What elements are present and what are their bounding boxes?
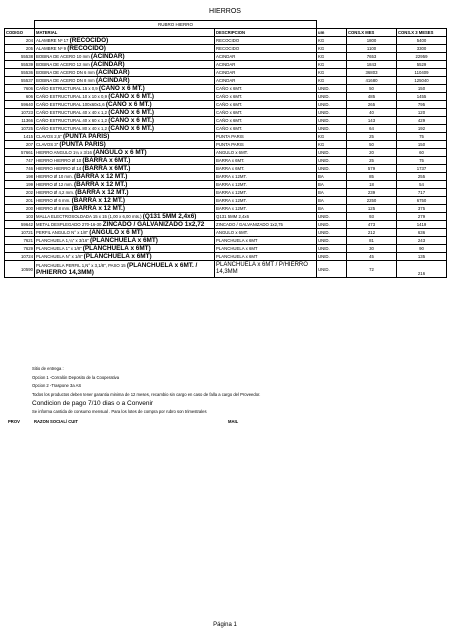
cell-unit: UNID.	[317, 109, 347, 117]
material-highlight: (PLANCHUELA x 6MT)	[82, 245, 151, 252]
cell-description: CAÑO x 6MT.	[215, 93, 317, 101]
material-detail: HIERRO Ø 4,2 mm.	[36, 190, 76, 195]
cell-code: 55537	[5, 77, 35, 85]
material-highlight: ZINCADO / GALVANIZADO 1x2,72	[102, 221, 205, 228]
cell-material	[35, 125, 215, 133]
cell-description: CAÑO x 6MT.	[215, 85, 317, 93]
table-row	[5, 189, 447, 197]
cell-code: 7629	[5, 245, 35, 253]
cell-description: BARRA x 6MT.	[215, 165, 317, 173]
cell-cons-mes: 1843	[347, 61, 397, 69]
cell-cons-3-meses: 717	[397, 189, 447, 197]
cell-material	[35, 213, 215, 221]
cell-description: PUNTA PARIS	[215, 133, 317, 141]
cell-cons-3-meses: 6750	[397, 197, 447, 205]
material-detail: PLANCHUELA 1" x 1/8"	[36, 246, 83, 251]
cell-cons-mes: 212	[347, 229, 397, 237]
table-row	[5, 77, 447, 85]
cell-description: PUNTA PARIS	[215, 141, 317, 149]
cell-cons-mes: 7653	[347, 53, 397, 61]
material-detail: BOBINA DE ACERO DN 6 mm	[36, 70, 96, 75]
cell-material	[35, 133, 215, 141]
cell-unit: UNID.	[317, 261, 347, 278]
cell-code: 7621	[5, 237, 35, 245]
cell-cons-3-meses: 279	[397, 213, 447, 221]
cell-cons-mes: 125	[347, 205, 397, 213]
material-detail: HIERRO Ø 6 mm.	[36, 198, 72, 203]
cell-material	[35, 253, 215, 261]
table-row	[5, 93, 447, 101]
table-header	[5, 29, 447, 37]
cell-description: CAÑO x 6MT.	[215, 101, 317, 109]
cell-unit: KG	[317, 133, 347, 141]
cell-description: BARRA x 12MT.	[215, 173, 317, 181]
table-row	[5, 237, 447, 245]
cell-unit: KG	[317, 69, 347, 77]
cell-cons-mes: 45	[347, 253, 397, 261]
cell-description: ZINCADO / GALVANIZADO 1x2,75	[215, 221, 317, 229]
delivery-option-1: Opcion 1 -Corralón Deposito de la Cooperativa	[32, 374, 120, 380]
cell-cons-3-meses: 120	[397, 109, 447, 117]
table-row	[5, 37, 447, 45]
payment-condition: Condicion de pago 7/10 dias o a Convenir	[32, 400, 154, 407]
cell-unit: UNID.	[317, 149, 347, 157]
material-detail: HIERRO Ø 10 mm.	[36, 174, 74, 179]
table-row	[5, 221, 447, 229]
rubro-label: RUBRO HIERRO	[35, 21, 317, 29]
material-detail: ALAMBRE Nº 17	[36, 38, 70, 43]
cell-material	[35, 261, 215, 278]
cell-cons-3-meses: 75	[397, 133, 447, 141]
cell-cons-mes: 2250	[347, 197, 397, 205]
cell-unit: BA	[317, 205, 347, 213]
material-detail: HIERRO ANGULO 1¼ x 3/16	[36, 150, 94, 155]
cell-description: PLANCHUELA x 6MT	[215, 237, 317, 245]
cell-code: 1415	[5, 133, 35, 141]
cell-unit: KG	[317, 53, 347, 61]
cell-material	[35, 189, 215, 197]
cell-unit: UNID.	[317, 101, 347, 109]
mail-label: MAIL	[228, 419, 239, 424]
cell-description: CAÑO x 6MT.	[215, 117, 317, 125]
cell-cons-3-meses: 375	[397, 205, 447, 213]
material-highlight: (Q131 5MM 2,4x6)	[142, 213, 197, 220]
table-row	[5, 117, 447, 125]
cell-unit: UNID.	[317, 165, 347, 173]
material-highlight: (BARRA x 12 MT.)	[73, 181, 128, 188]
cell-code: 103	[5, 213, 35, 221]
cell-cons-3-meses: 216	[397, 261, 447, 278]
cell-cons-mes: 36803	[347, 69, 397, 77]
cell-code: 11366	[5, 117, 35, 125]
cell-unit: BA	[317, 181, 347, 189]
cell-description: RECOCIDO	[215, 37, 317, 45]
material-highlight: (CAÑO x 6 MT.)	[108, 93, 155, 100]
material-highlight: (RECOCIDO)	[67, 45, 106, 52]
materials-sheet	[4, 20, 446, 278]
table-row	[5, 69, 447, 77]
cell-material	[35, 101, 215, 109]
cell-cons-3-meses: 60	[397, 149, 447, 157]
cell-unit: KG	[317, 45, 347, 53]
material-detail: CAÑO ESTRUCTURAL 100x60x1,6	[36, 102, 106, 107]
cell-material	[35, 205, 215, 213]
cell-unit: UNID.	[317, 157, 347, 165]
cell-cons-3-meses: 110409	[397, 69, 447, 77]
cell-material	[35, 77, 215, 85]
material-detail: METAL DESPLEGADO 270-16-30	[36, 222, 103, 227]
cell-material	[35, 37, 215, 45]
cell-description: BARRA x 12MT.	[215, 189, 317, 197]
cell-unit: UNID.	[317, 221, 347, 229]
cell-cons-3-meses: 75	[397, 157, 447, 165]
material-detail: PERFIL ANGULO N° x 1/8"	[36, 230, 90, 235]
cell-code: 606	[5, 93, 35, 101]
table-row	[5, 45, 447, 53]
cell-cons-3-meses: 90	[397, 245, 447, 253]
material-detail: ALAMBRE Nº 9	[36, 46, 68, 51]
table-row	[5, 109, 447, 117]
material-highlight: (BARRA x 12 MT.)	[71, 205, 125, 212]
cell-code: 59642	[5, 221, 35, 229]
cell-cons-3-meses: 192	[397, 125, 447, 133]
cell-description: CAÑO x 6MT.	[215, 109, 317, 117]
materials-table	[4, 20, 447, 278]
cell-cons-mes: 143	[347, 117, 397, 125]
header-cons-mes: CONS.X MES	[347, 29, 397, 37]
cell-cons-mes: 41680	[347, 77, 397, 85]
cell-cons-3-meses: 150	[397, 85, 447, 93]
cell-material	[35, 109, 215, 117]
cell-cons-3-meses: 125040	[397, 77, 447, 85]
cell-unit: UNID.	[317, 245, 347, 253]
cell-code: 10590	[5, 261, 35, 278]
cell-cons-3-meses: 135	[397, 253, 447, 261]
material-detail: MALLA ELECTROSOLDADA 15 x 15 (1,00 x 6,00 mts.)	[36, 214, 143, 219]
cell-material	[35, 229, 215, 237]
cell-description: ACINDAR	[215, 69, 317, 77]
cell-material	[35, 149, 215, 157]
cell-description: BARRA x 12MT.	[215, 205, 317, 213]
cell-cons-mes: 50	[347, 141, 397, 149]
material-highlight: (ACINDAR)	[90, 61, 125, 68]
cell-cons-3-meses: 243	[397, 237, 447, 245]
cell-code: 10721	[5, 229, 35, 237]
table-row	[5, 181, 447, 189]
table-row	[5, 141, 447, 149]
material-highlight: (ACINDAR)	[95, 69, 130, 76]
table-row	[5, 53, 447, 61]
cell-material	[35, 245, 215, 253]
material-detail: PLANCHUELA N° x 1/8"	[36, 254, 84, 259]
table-row	[5, 61, 447, 69]
cell-cons-3-meses: 795	[397, 101, 447, 109]
header-material: MATERIAL	[35, 29, 215, 37]
cell-code: 59640	[5, 101, 35, 109]
cell-cons-3-meses: 1419	[397, 221, 447, 229]
material-detail: HIERRO HIERRO Ø 14	[36, 166, 83, 171]
cell-unit: UNID.	[317, 213, 347, 221]
page-number: Página 1	[213, 622, 237, 628]
cell-code: 198	[5, 173, 35, 181]
material-highlight: (PLANCHUELA x 6MT)	[89, 237, 158, 244]
cell-material	[35, 221, 215, 229]
material-highlight: (CAÑO x 6 MT.)	[108, 125, 155, 132]
table-row	[5, 157, 447, 165]
delivery-site-label: Sitio de entrega :	[32, 366, 64, 371]
material-highlight: (PUNTA PARIS)	[63, 133, 110, 140]
cell-cons-3-meses: 255	[397, 173, 447, 181]
cell-unit: KG	[317, 77, 347, 85]
cell-material	[35, 165, 215, 173]
cell-cons-mes: 20	[347, 149, 397, 157]
cell-material	[35, 53, 215, 61]
cell-cons-mes: 30	[347, 245, 397, 253]
cell-description: Q131 5MM 2,4x6	[215, 213, 317, 221]
cell-code: 10723	[5, 109, 35, 117]
cell-unit: KG	[317, 141, 347, 149]
cell-unit: UNID.	[317, 117, 347, 125]
cell-material	[35, 69, 215, 77]
cell-unit: KG	[317, 37, 347, 45]
table-row	[5, 229, 447, 237]
razon-social-label: RAZON SOCIAL/ CUIT	[34, 419, 78, 424]
table-row	[5, 213, 447, 221]
cell-unit: UNID.	[317, 125, 347, 133]
cell-cons-3-meses: 3300	[397, 45, 447, 53]
cell-code: 10724	[5, 253, 35, 261]
table-row	[5, 253, 447, 261]
material-highlight: (PLANCHUELA x 6MT)	[83, 253, 152, 260]
cell-code: 7606	[5, 85, 35, 93]
cell-description: RECOCIDO	[215, 45, 317, 53]
cell-code: 746	[5, 165, 35, 173]
material-highlight: (PUNTA PARIS)	[59, 141, 106, 148]
cell-cons-3-meses: 5400	[397, 37, 447, 45]
material-detail: CAÑO ESTRUCTURAL 15 x 0,9	[36, 86, 99, 91]
cell-cons-mes: 25	[347, 133, 397, 141]
description-line-2: 14,3MM	[216, 269, 238, 275]
cell-cons-mes: 579	[347, 165, 397, 173]
cell-material	[35, 61, 215, 69]
cell-description: PLANCHUELA x 6MT	[215, 253, 317, 261]
cell-description: BARRA x 6MT.	[215, 157, 317, 165]
cell-code: 747	[5, 157, 35, 165]
material-detail: CLAVOS 3"	[36, 142, 60, 147]
cell-description: ANGULO x 6MT.	[215, 229, 317, 237]
cell-cons-3-meses: 636	[397, 229, 447, 237]
cell-code: 199	[5, 181, 35, 189]
cell-description: BARRA x 12MT.	[215, 197, 317, 205]
cell-cons-mes: 64	[347, 125, 397, 133]
material-detail: HIERRO Ø 8 mm.	[36, 206, 72, 211]
header-codigo: CODIGO	[5, 29, 35, 37]
cell-material	[35, 117, 215, 125]
material-detail: CAÑO ESTRUCTURAL 40 x 40 x 1,2	[36, 110, 109, 115]
material-highlight: (PLANCHUELA x 6MT. / P/HIERRO 14,3MM)	[36, 262, 198, 276]
cell-code: 200	[5, 205, 35, 213]
cell-unit: UNID.	[317, 229, 347, 237]
cell-material	[35, 85, 215, 93]
table-row	[5, 149, 447, 157]
cell-material	[35, 157, 215, 165]
material-detail: BOBINA DE ACERO DN 8 mm	[36, 78, 96, 83]
cell-cons-mes: 239	[347, 189, 397, 197]
cell-material	[35, 141, 215, 149]
cell-unit: KG	[317, 61, 347, 69]
cell-cons-3-meses: 150	[397, 141, 447, 149]
material-highlight: (BARRA x 12 MT.)	[71, 197, 125, 204]
material-highlight: (ACINDAR)	[95, 77, 130, 84]
warranty-note: Todos los productos deben tener garantia minima de 12 meses, recambio sin cargo en caso de falla a cargo del Proveedor.	[32, 391, 261, 397]
cell-code: 204	[5, 37, 35, 45]
cell-unit: BA	[317, 189, 347, 197]
cell-material	[35, 93, 215, 101]
cell-description: ACINDAR	[215, 77, 317, 85]
cell-code: 55536	[5, 69, 35, 77]
material-highlight: (BARRA x 12 MT.)	[75, 189, 129, 196]
cell-cons-mes: 18	[347, 181, 397, 189]
cell-cons-mes: 1100	[347, 45, 397, 53]
cell-unit: UNID.	[317, 93, 347, 101]
material-highlight: (BARRA x 6MT.)	[82, 165, 131, 172]
cell-material	[35, 237, 215, 245]
material-detail: CAÑO ESTRUCTURAL 40 x 60 x 1,2	[36, 118, 109, 123]
cell-description: PLANCHUELA x 6MT	[215, 245, 317, 253]
table-row	[5, 261, 447, 278]
cell-code: 205	[5, 45, 35, 53]
table-row	[5, 205, 447, 213]
table-row	[5, 197, 447, 205]
document-title: HIERROS	[209, 8, 241, 15]
cell-cons-mes: 50	[347, 85, 397, 93]
cell-cons-mes: 85	[347, 173, 397, 181]
prov-label: PROV	[8, 419, 20, 424]
cell-cons-mes: 93	[347, 213, 397, 221]
description-line-1: PLANCHUELA x 6MT / P/HIERRO	[216, 262, 308, 268]
cell-code: 201	[5, 197, 35, 205]
cell-cons-3-meses: 54	[397, 181, 447, 189]
material-detail: BOBINA DE ACERO 12 mm	[36, 62, 91, 67]
table-row	[5, 245, 447, 253]
cell-cons-mes: 1800	[347, 37, 397, 45]
material-detail: PLANCHUELA 1,¼" x 3/16"	[36, 238, 90, 243]
notes-section	[32, 366, 260, 418]
cell-material	[35, 173, 215, 181]
cell-cons-3-meses: 429	[397, 117, 447, 125]
cell-cons-mes: 40	[347, 109, 397, 117]
cell-material	[35, 197, 215, 205]
material-detail: HIERRO Ø 12 mm.	[36, 182, 74, 187]
material-highlight: (CAÑO x 6 MT.)	[105, 101, 152, 108]
header-descripcion: DESCRIPCION	[215, 29, 317, 37]
material-detail: CAÑO ESTRUCTURAL 80 x 40 x 1,2	[36, 126, 109, 131]
cell-description: ACINDAR	[215, 61, 317, 69]
delivery-option-2: Opcion 2 -Traspone 3a AS	[32, 383, 82, 388]
cell-unit: UNID.	[317, 253, 347, 261]
cell-cons-mes: 473	[347, 221, 397, 229]
cell-unit: BA	[317, 173, 347, 181]
cell-unit: UNID.	[317, 237, 347, 245]
material-highlight: (RECOCIDO)	[69, 37, 109, 44]
consumption-note: Se informa cantida de consumo mensual . Para los lotes de compra por rubro son trimestrales	[32, 409, 207, 414]
table-row	[5, 85, 447, 93]
table-row	[5, 173, 447, 181]
cell-code: 207	[5, 141, 35, 149]
cell-cons-mes: 72	[347, 261, 397, 278]
cell-material	[35, 181, 215, 189]
cell-cons-3-meses: 1455	[397, 93, 447, 101]
material-detail: CAÑO ESTRUCTURAL 10 x 10 x 0,9	[36, 94, 109, 99]
material-highlight: (CAÑO x 6 MT.)	[98, 85, 145, 92]
cell-material	[35, 45, 215, 53]
cell-code: 202	[5, 189, 35, 197]
cell-unit: UNID.	[317, 85, 347, 93]
cell-description: ANGULO x 6MT.	[215, 149, 317, 157]
material-detail: CLAVOS 2,5"	[36, 134, 64, 139]
material-highlight: (BARRA x 12 MT.)	[73, 173, 128, 180]
cell-description: BARRA x 12MT.	[215, 181, 317, 189]
cell-cons-3-meses: 5529	[397, 61, 447, 69]
cell-code: 57661	[5, 149, 35, 157]
header-um: um	[317, 29, 347, 37]
cell-description: CAÑO x 6MT.	[215, 125, 317, 133]
cell-code: 55538	[5, 53, 35, 61]
table-row	[5, 133, 447, 141]
cell-code: 55539	[5, 61, 35, 69]
cell-code: 10725	[5, 125, 35, 133]
material-detail: HIERRO HIERRO Ø 10	[36, 158, 83, 163]
material-detail: PLANCHUELA PERFIL 1,N° x 3,1/8", PASO 15	[36, 263, 127, 268]
table-row	[5, 101, 447, 109]
cell-unit: BA	[317, 197, 347, 205]
table-row	[5, 165, 447, 173]
cell-description	[215, 261, 317, 278]
cell-description: ACINDAR	[215, 53, 317, 61]
cell-cons-mes: 485	[347, 93, 397, 101]
material-highlight: (CAÑO x 6 MT.)	[108, 117, 155, 124]
cell-cons-mes: 25	[347, 157, 397, 165]
material-highlight: (ANGULO x 6 MT)	[89, 229, 143, 236]
cell-cons-3-meses: 22959	[397, 53, 447, 61]
material-highlight: (CAÑO x 6 MT.)	[108, 109, 155, 116]
header-cons-3-meses: CONS.X 3 MESES	[397, 29, 447, 37]
table-row	[5, 125, 447, 133]
cell-cons-3-meses: 1737	[397, 165, 447, 173]
material-highlight: (BARRA x 6MT.)	[82, 157, 131, 164]
material-highlight: (ANGULO x 6 MT)	[93, 149, 147, 156]
cell-cons-mes: 265	[347, 101, 397, 109]
material-highlight: (ACINDAR)	[90, 53, 125, 60]
material-detail: BOBINA DE ACERO 10 mm	[36, 54, 91, 59]
cell-cons-mes: 81	[347, 237, 397, 245]
